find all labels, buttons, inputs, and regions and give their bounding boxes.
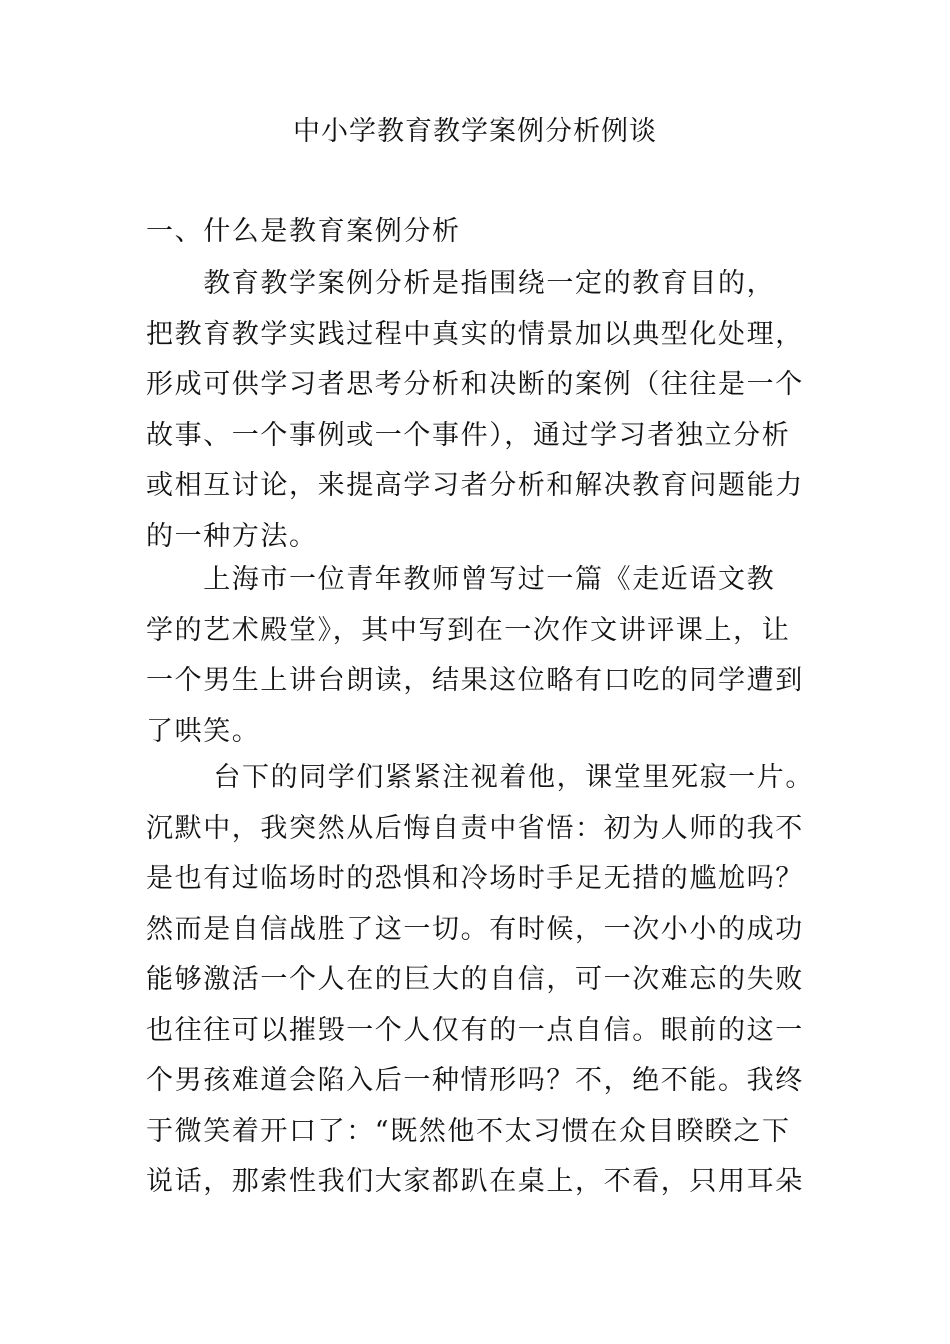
text-line: 是也有过临场时的恐惧和冷场时手足无措的尴尬吗？ — [146, 863, 804, 894]
paragraph-example-intro — [146, 555, 836, 757]
text-line: 也往往可以摧毁一个人仅有的一点自信。眼前的这一 — [146, 1014, 804, 1046]
text-line: 说话，那索性我们大家都趴在桌上，不看，只用耳朵 — [146, 1166, 804, 1197]
text-line: 沉默中，我突然从后悔自责中省悟：初为人师的我不 — [146, 812, 804, 844]
text-line: 上海市一位青年教师曾写过一篇《走近语文教 — [146, 564, 776, 595]
text-line: 台下的同学们紧紧注视着他，课堂里死寂一片。 — [146, 762, 814, 793]
text-line: 能够激活一个人在的巨大的自信，可一次难忘的失败 — [146, 964, 804, 995]
text-line: 把教育教学实践过程中真实的情景加以典型化处理， — [146, 318, 804, 350]
text-line: 故事、一个事例或一个事件），通过学习者独立分析 — [146, 419, 791, 451]
text-line: 了哄笑。 — [146, 715, 261, 747]
text-line: 或相互讨论，来提高学习者分析和解决教育问题能力 — [146, 470, 804, 501]
document-title: 中小学教育教学案例分析例谈 — [293, 116, 657, 147]
text-line: 个男孩难道会陷入后一种情形吗？不，绝不能。我终 — [146, 1065, 804, 1096]
section-heading: 一、什么是教育案例分析 — [146, 216, 461, 247]
text-line: 学的艺术殿堂》，其中写到在一次作文讲评课上，让 — [146, 614, 791, 646]
text-line: 一个男生上讲台朗读，结果这位略有口吃的同学遭到 — [146, 665, 804, 696]
text-line: 形成可供学习者思考分析和决断的案例（往往是一个 — [146, 369, 804, 400]
paragraph-case-story — [146, 753, 836, 1208]
text-line: 然而是自信战胜了这一切。有时候，一次小小的成功 — [146, 913, 804, 945]
paragraph-definition — [146, 259, 836, 562]
text-line: 的一种方法。 — [146, 520, 318, 552]
text-line: 于微笑着开口了：“既然他不太习惯在众目睽睽之下 — [146, 1115, 791, 1147]
text-line: 教育教学案例分析是指围绕一定的教育目的， — [146, 268, 776, 299]
